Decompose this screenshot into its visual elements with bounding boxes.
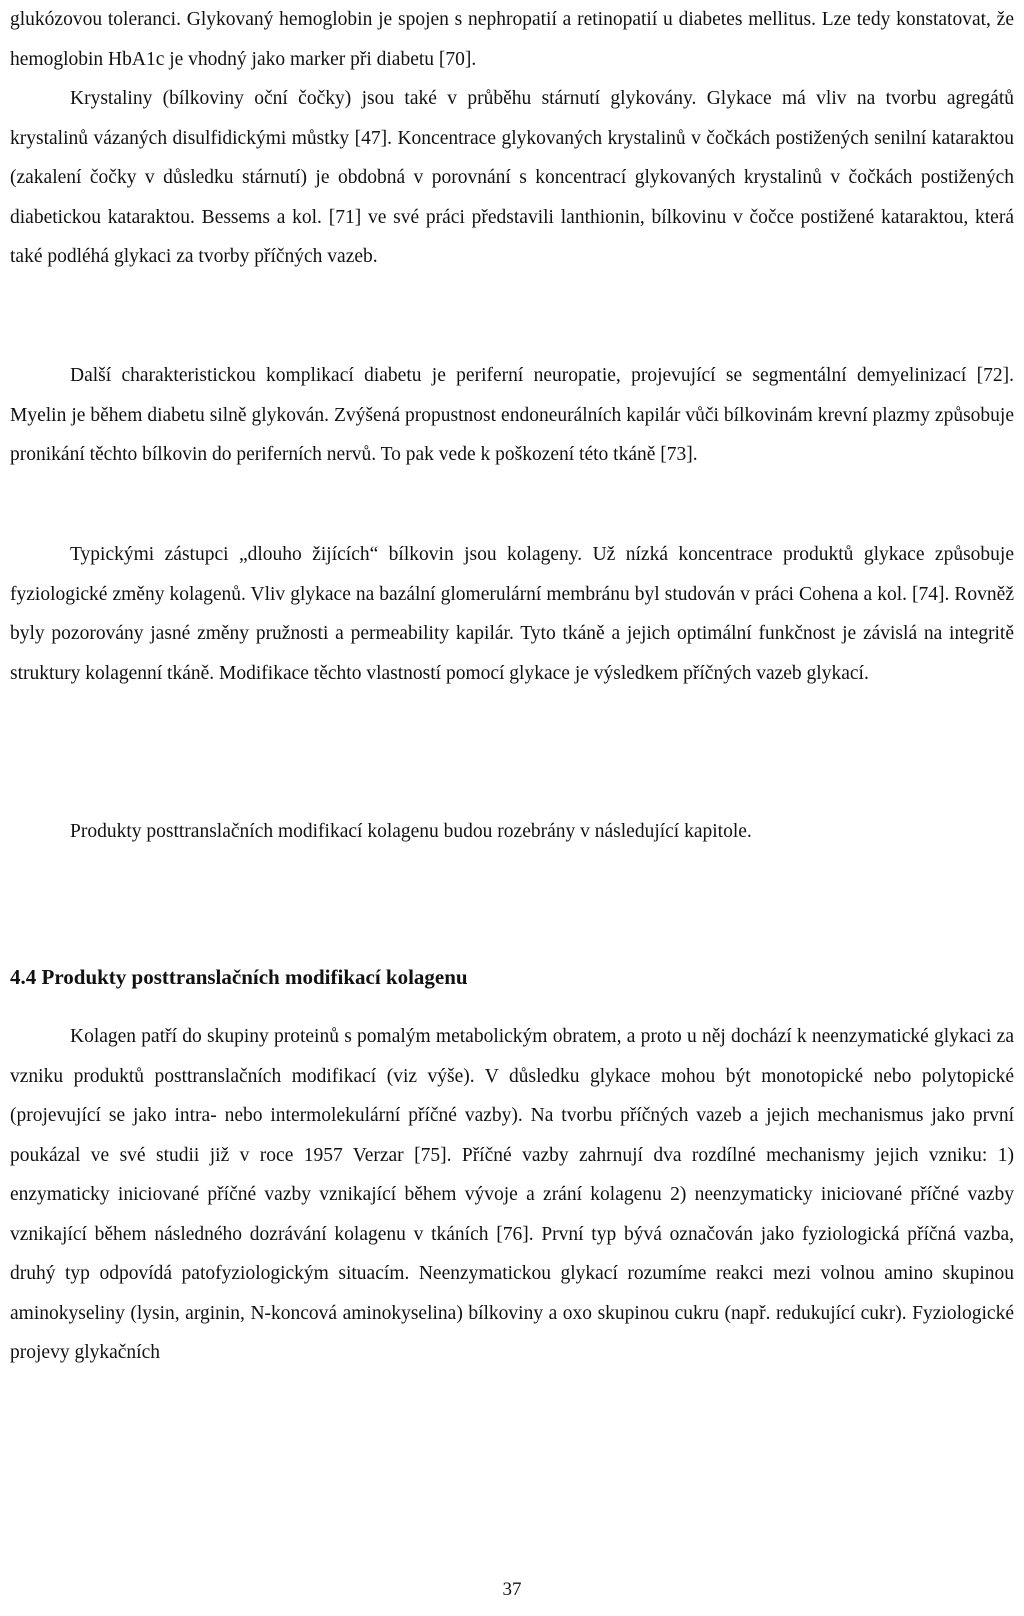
paragraph-krystaliny: Krystaliny (bílkoviny oční čočky) jsou také v průběhu stárnutí glykovány. Glykace má vliv na tvorbu agregátů krystalinů vázaných disulfidickými můstky [47]. Koncentrace glykovaných krystalinů v čočkách postižených senilní kataraktou (zakalení čočky v důsledku stárnutí) je obdobná v porovnání s koncentrací glykovaných krystalinů v čočkách postižených diabetickou kataraktou. Bessems a kol. [71] ve své práci představili lanthionin, bílkovinu v čočce postižené kataraktou, která také podléhá glykaci za tvorby příčných vazeb. xyxy=(10,88,1014,267)
paragraph-neuropatie: Další charakteristickou komplikací diabetu je periferní neuropatie, projevující se segmentální demyelinizací [72]. Myelin je během diabetu silně glykován. Zvýšená propustnost endoneurálních kapilár vůči bílkovinám krevní plazmy způsobuje pronikání těchto bílkovin do periferních nervů. To pak vede k poškození této tkáně [73]. xyxy=(10,365,1014,465)
paragraph-kolageny: Typickými zástupci „dlouho žijících“ bílkovin jsou kolageny. Už nízká koncentrace produktů glykace způsobuje fyziologické změny kolagenů. Vliv glykace na bazální glomerulární membránu byl studován v práci Cohena a kol. [74]. Rovněž byly pozorovány jasné změny pružnosti a permeability kapilár. Tyto tkáně a jejich optimální funkčnost je závislá na integritě struktury kolagenní tkáně. Modifikace těchto vlastností pomocí glykace je výsledkem příčných vazeb glykací. xyxy=(10,544,1014,684)
page-number: 37 xyxy=(502,1579,522,1600)
document-page xyxy=(10,0,1014,1616)
paragraph-kolagen-glykace: Kolagen patří do skupiny proteinů s pomalým metabolickým obratem, a proto u něj dochází k neenzymatické glykaci za vzniku produktů posttranslačních modifikací (viz výše). V důsledku glykace mohou být monotopické nebo polytopické (projevující se jako intra- nebo intermolekulární příčné vazby). Na tvorbu příčných vazeb a jejich mechanismus jako první poukázal ve své studii již v roce 1957 Verzar [75]. Příčné vazby zahrnují dva rozdílné mechanismy jejich vzniku: 1) enzymaticky iniciované příčné vazby vznikající během vývoje a zrání kolagenu 2) neenzymaticky iniciované příčné vazby vznikající během následného dozrávání kolagenu v tkáních [76]. První typ bývá označován jako fyziologická příčná vazba, druhý typ odpovídá patofyziologickým situacím. Neenzymatickou glykací rozumíme reakci mezi volnou amino skupinou aminokyseliny (lysin, arginin, N-koncová aminokyselina) bílkoviny a oxo skupinou cukru (např. redukující cukr). Fyziologické projevy glykačních xyxy=(10,1026,1014,1363)
paragraph-hemoglobin: glukózovou toleranci. Glykovaný hemoglobin je spojen s nephropatií a retinopatií u diabetes mellitus. Lze tedy konstatovat, že hemoglobin HbA1c je vhodný jako marker při diabetu [70]. xyxy=(10,9,1014,70)
section-heading: 4.4 Produkty posttranslačních modifikací kolagenu xyxy=(10,965,468,989)
paragraph-odkaz-kapitola: Produkty posttranslačních modifikací kolagenu budou rozebrány v následující kapitole. xyxy=(70,821,752,842)
